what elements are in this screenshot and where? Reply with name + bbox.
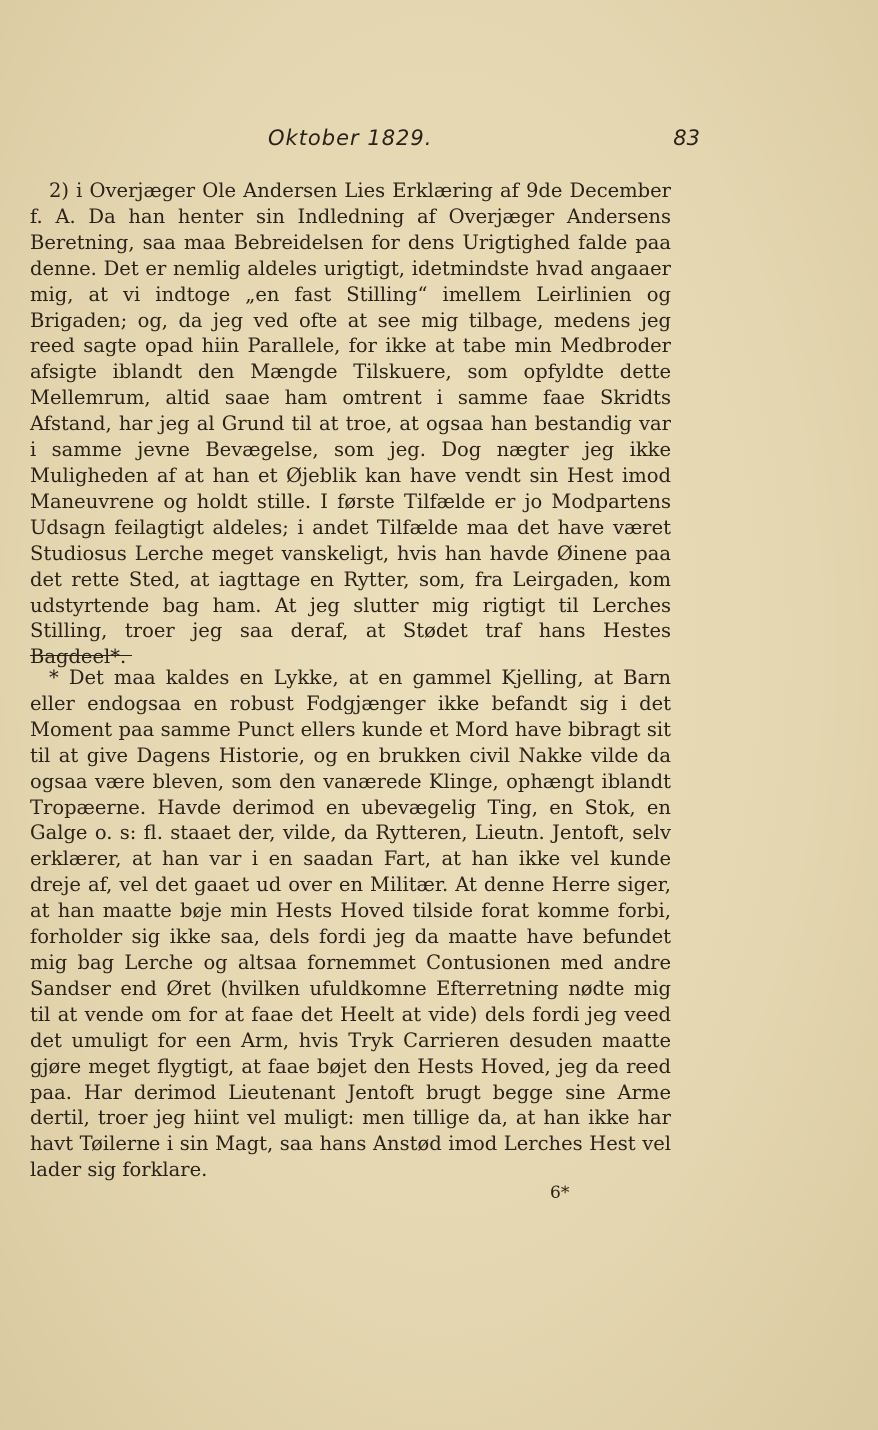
main-text [30,178,671,670]
page-header [30,126,700,162]
footnote-paragraph: * Det maa kaldes en Lykke, at en gammel Kjelling, at Barn eller endogsaa en robust Fodgjænger ikke befandt sig i det Moment paa samme Punct ellers kunde et Mord have bibragt sit til at give Dagens Historie, og en brukken civil Nakke vilde da ogsaa være bleven, som den vanærede Klinge, ophængt iblandt Tropæerne. Havde derimod en ubevægelig Ting, en Stok, en Galge o. s: fl. staaet der, vilde, da Rytteren, Lieutn. Jentoft, selv erklærer, at han var i en saadan Fart, at han ikke vel kunde dreje af, vel det gaaet ud over en Militær. At denne Herre siger, at han maatte bøje min Hests Hoved tilside forat komme forbi, forholder sig ikke saa, dels fordi jeg da maatte have befundet mig bag Lerche og altsaa fornemmet Contusionen med andre Sandser end Øret (hvilken ufuldkomne Efterretning nødte mig til at vende om for at faae det Heelt at vide) dels fordi jeg veed det umuligt for een Arm, hvis Tryk Carrieren desuden maatte gjøre meget flygtigt, at faae bøjet den Hests Hoved, jeg da reed paa. Har derimod Lieutenant Jentoft brugt begge sine Arme dertil, troer jeg hiint vel muligt: men tillige da, at han ikke har havt Tøilerne i sin Magt, saa hans Anstød imod Lerches Hest vel lader sig forklare. [30,666,671,1182]
page-number: 83 [673,126,700,150]
running-title: Oktober 1829. [268,126,433,150]
footnote [30,665,671,1183]
footnote-rule [30,655,132,656]
signature-mark: 6* [550,1183,570,1203]
body-paragraph: 2) i Overjæger Ole Andersen Lies Erklæring af 9de December f. A. Da han henter sin Indledning af Overjæger Andersens Beretning, saa maa Bebreidelsen for dens Urigtighed falde paa denne. Det er nemlig aldeles urigtigt, idetmindste hvad angaaer mig, at vi indtoge „en fast Stilling“ imellem Leirlinien og Brigaden; og, da jeg ved ofte at see mig tilbage, medens jeg reed sagte opad hiin Parallele, for ikke at tabe min Medbroder afsigte iblandt den Mængde Tilskuere, som opfyldte dette Mellemrum, altid saae ham omtrent i samme faae Skridts Afstand, har jeg al Grund til at troe, at ogsaa han bestandig var i samme jevne Bevægelse, som jeg. Dog nægter jeg ikke Muligheden af at han et Øjeblik kan have vendt sin Hest imod Maneuvrene og holdt stille. I første Tilfælde er jo Modpartens Udsagn feilagtigt aldeles; i andet Tilfælde maa det have været Studiosus Lerche meget vanskeligt, hvis han havde Øinene paa det rette Sted, at iagttage en Rytter, som, fra Leirgaden, kom udstyrtende bag ham. At jeg slutter mig rigtigt til Lerches Stilling, troer jeg saa deraf, at Stødet traf hans Hestes Bagdeel*. [30,179,671,669]
